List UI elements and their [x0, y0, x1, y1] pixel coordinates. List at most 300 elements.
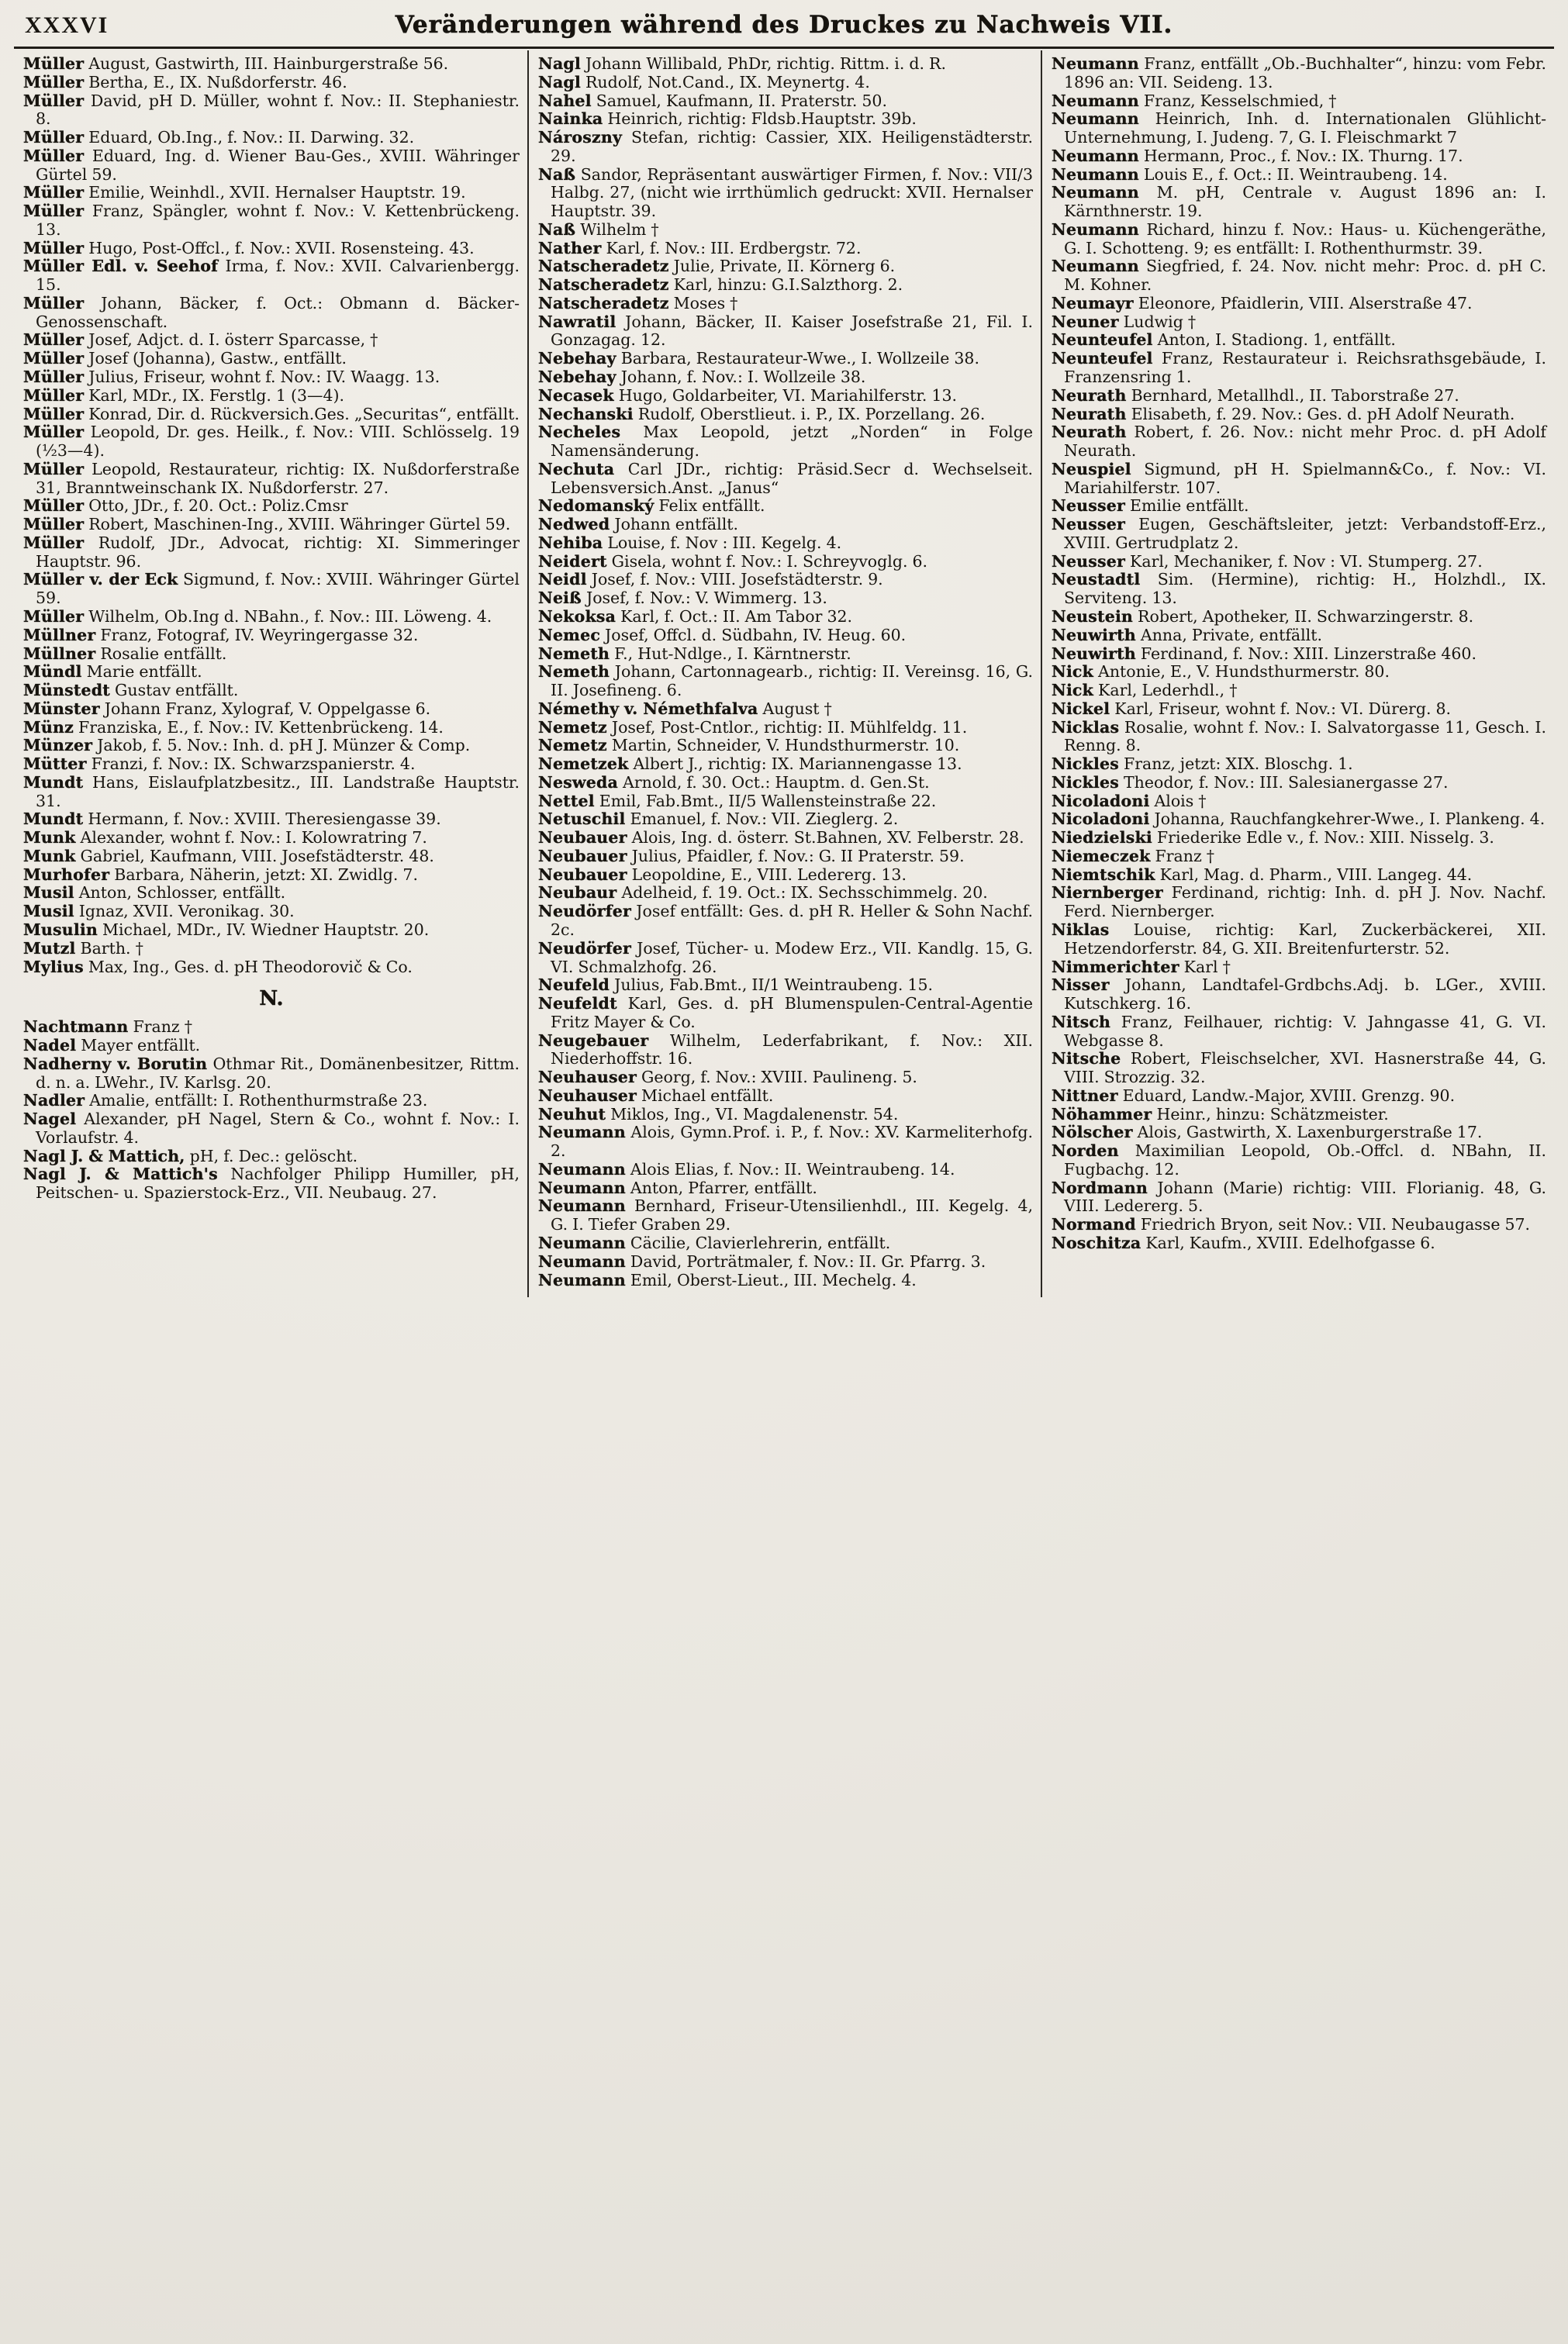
- entry-surname: Niemtschik: [1052, 865, 1155, 884]
- entry-surname: Münstedt: [23, 681, 110, 700]
- entry-surname: Neumann: [538, 1234, 626, 1252]
- entry-surname: Müller: [23, 202, 85, 221]
- directory-entry: Neusser Karl, Mechaniker, f. Nov : VI. Stumperg. 27.: [1052, 551, 1483, 571]
- directory-entry: Nölscher Alois, Gastwirth, X. Laxenburgerstraße 17.: [1052, 1123, 1483, 1142]
- directory-entry: Neumann M. pH, Centrale v. August 1896 an: I. Kärnthnerstr. 19.: [1052, 183, 1546, 221]
- entry-surname: Neuner: [1052, 312, 1119, 331]
- directory-entry: Müller v. der Eck Sigmund, f. Nov.: XVIII. Währinger Gürtel 59.: [23, 570, 520, 608]
- entry-surname: Naß: [538, 164, 576, 184]
- entry-surname: Müller: [23, 293, 85, 312]
- directory-entry: Neubauer Julius, Pfaidler, f. Nov.: G. II Praterstr. 59.: [538, 846, 965, 865]
- directory-entry: Natscheradetz Karl, hinzu: G.I.Salzthorg. 2.: [538, 275, 903, 295]
- entry-surname: Neusser: [1052, 496, 1126, 516]
- directory-entry: Neuwirth Ferdinand, f. Nov.: XIII. Linzerstraße 460.: [1052, 644, 1476, 663]
- entry-surname: Müller: [23, 404, 85, 423]
- entry-surname: Nittner: [1052, 1086, 1118, 1105]
- directory-entry: Müller Rudolf, JDr., Advocat, richtig: XI. Simmeringer Hauptstr. 96.: [23, 533, 520, 571]
- directory-entry: Nechuta Carl JDr., richtig: Präsid.Secr d. Wechselseit. Lebensversich.Anst. „Janus“: [538, 459, 1033, 497]
- directory-entry: Nöhammer Heinr., hinzu: Schätzmeister.: [1052, 1104, 1389, 1124]
- directory-entry: Münster Johann Franz, Xylograf, V. Oppelgasse 6.: [23, 699, 431, 718]
- entry-surname: Neumann: [1052, 54, 1139, 73]
- entry-surname: Müller v. der Eck: [23, 570, 178, 589]
- directory-entry: Nahel Samuel, Kaufmann, II. Praterstr. 50.: [538, 91, 887, 110]
- directory-entry: Nadler Amalie, entfällt: I. Rothenthurmstraße 23.: [23, 1091, 428, 1110]
- entry-surname: Neufeldt: [538, 994, 617, 1013]
- entry-surname: Müller: [23, 385, 85, 405]
- entry-surname: Neumann: [1052, 219, 1139, 239]
- entry-surname: Müller: [23, 423, 85, 442]
- entry-surname: Neurath: [1052, 404, 1127, 423]
- entry-surname: Nemetz: [538, 736, 607, 755]
- directory-entry: Neurath Elisabeth, f. 29. Nov.: Ges. d. pH Adolf Neurath.: [1052, 404, 1515, 423]
- entry-surname: Neubauer: [538, 865, 627, 884]
- entry-surname: Nemeth: [538, 662, 610, 682]
- entry-surname: Neumann: [538, 1251, 626, 1271]
- directory-entry: Nicoladoni Alois †: [1052, 791, 1207, 810]
- directory-entry: Mütter Franzi, f. Nov.: IX. Schwarzspanierstr. 4.: [23, 754, 416, 774]
- entry-surname: Neubaur: [538, 883, 617, 903]
- entry-surname: Nickles: [1052, 754, 1119, 774]
- directory-entry: Netuschil Emanuel, f. Nov.: VII. Zieglerg. 2.: [538, 810, 899, 829]
- entry-surname: Neunteufel: [1052, 330, 1153, 350]
- directory-entry: Nick Karl, Lederhdl., †: [1052, 681, 1238, 700]
- directory-entry: Neusser Eugen, Geschäftsleiter, jetzt: Verbandstoff-Erz., XVIII. Gertrudplatz 2.: [1052, 515, 1546, 552]
- entry-surname: Müller: [23, 183, 85, 202]
- entry-surname: Norden: [1052, 1141, 1119, 1161]
- entry-surname: Neugebauer: [538, 1030, 649, 1050]
- directory-entry: Neumann Siegfried, f. 24. Nov. nicht mehr: Proc. d. pH C. M. Kohner.: [1052, 257, 1546, 295]
- directory-entry: Musil Ignaz, XVII. Veronikag. 30.: [23, 902, 295, 921]
- entry-surname: Natscheradetz: [538, 275, 669, 295]
- directory-entry: Nagl Johann Willibald, PhDr, richtig. Rittm. i. d. R.: [538, 54, 947, 73]
- entry-surname: Necheles: [538, 423, 621, 442]
- directory-entry: Müller Julius, Friseur, wohnt f. Nov.: IV. Waagg. 13.: [23, 368, 440, 387]
- entry-surname: Nahel: [538, 91, 592, 110]
- entry-surname: Neurath: [1052, 423, 1127, 442]
- directory-entry: Nagl Rudolf, Not.Cand., IX. Meynertg. 4.: [538, 72, 870, 91]
- entry-surname: Müller: [23, 349, 85, 368]
- directory-entry: Neiß Josef, f. Nov.: V. Wimmerg. 13.: [538, 589, 827, 608]
- directory-entry: Müller Emilie, Weinhdl., XVII. Hernalser Hauptstr. 19.: [23, 183, 466, 202]
- entry-surname: Nebehay: [538, 368, 616, 387]
- directory-entry: Neidl Josef, f. Nov.: VIII. Josefstädterstr. 9.: [538, 570, 883, 589]
- directory-entry: Munk Alexander, wohnt f. Nov.: I. Kolowratring 7.: [23, 828, 427, 847]
- entry-surname: Mundt: [23, 772, 84, 792]
- directory-entry: Müller Hugo, Post-Offcl., f. Nov.: XVII. Rosensteing. 43.: [23, 238, 475, 257]
- directory-entry: Neumann Cäcilie, Clavierlehrerin, entfällt.: [538, 1234, 891, 1252]
- directory-entry: Nachtmann Franz †: [23, 1017, 193, 1037]
- entry-surname: Neumann: [538, 1196, 626, 1216]
- directory-entry: Neumann Anton, Pfarrer, entfällt.: [538, 1178, 817, 1197]
- directory-entry: Neunteufel Anton, I. Stadiong. 1, entfällt.: [1052, 330, 1396, 350]
- entry-surname: Müller: [23, 496, 85, 516]
- directory-entry: Nebehay Barbara, Restaurateur-Wwe., I. Wollzeile 38.: [538, 349, 979, 368]
- entry-surname: Nicoladoni: [1052, 810, 1150, 829]
- entry-surname: Nemec: [538, 625, 600, 644]
- entry-surname: Nemeth: [538, 644, 610, 663]
- entry-surname: Neubauer: [538, 846, 627, 865]
- entry-surname: Müller Edl. v. Seehof: [23, 257, 219, 276]
- entry-surname: Neumann: [1052, 183, 1139, 202]
- directory-entry: Nesweda Arnold, f. 30. Oct.: Hauptm. d. Gen.St.: [538, 772, 930, 792]
- directory-entry: Niemtschik Karl, Mag. d. Pharm., VIII. Langeg. 44.: [1052, 865, 1473, 884]
- entry-surname: Nemetz: [538, 717, 607, 737]
- entry-surname: Natscheradetz: [538, 257, 669, 276]
- directory-entry: Neunteufel Franz, Restaurateur i. Reichsrathsgebäude, I. Franzensring 1.: [1052, 349, 1546, 387]
- entry-surname: Nechanski: [538, 404, 634, 423]
- entry-surname: Nagl J. & Mattich,: [23, 1146, 185, 1165]
- entry-surname: Munk: [23, 828, 76, 847]
- directory-entry: Müller Edl. v. Seehof Irma, f. Nov.: XVII. Calvarienbergg. 15.: [23, 257, 520, 295]
- entry-surname: Neudörfer: [538, 938, 631, 958]
- entry-surname: Nettel: [538, 791, 595, 810]
- directory-entry: Nainka Heinrich, richtig: Fldsb.Hauptstr. 39b.: [538, 109, 917, 129]
- directory-entry: Nettel Emil, Fab.Bmt., II/5 Wallensteinstraße 22.: [538, 791, 937, 810]
- entry-surname: Nedwed: [538, 515, 610, 534]
- entry-surname: Murhofer: [23, 865, 110, 884]
- entry-surname: Munk: [23, 846, 76, 865]
- directory-entry: Nekoksa Karl, f. Oct.: II. Am Tabor 32.: [538, 606, 853, 626]
- entry-surname: Neumann: [1052, 164, 1139, 184]
- directory-entry: Neumann Richard, hinzu f. Nov.: Haus- u. Küchengeräthe, G. I. Schotteng. 9; es entfällt: I. Rothenthurmstr. 39.: [1052, 219, 1546, 257]
- directory-entry: Müllner Rosalie entfällt.: [23, 644, 227, 663]
- directory-entry: Niemeczek Franz †: [1052, 846, 1215, 865]
- directory-entry: Naß Sandor, Repräsentant auswärtiger Firmen, f. Nov.: VII/3 Halbg. 27, (nicht wie irrthümlich gedruckt: XVII. Hernalser Hauptstr. 39.: [538, 164, 1033, 221]
- directory-entry: Nemetz Josef, Post-Cntlor., richtig: II. Mühlfeldg. 11.: [538, 717, 968, 737]
- entry-surname: Nechuta: [538, 459, 615, 478]
- directory-entry: Neumann Bernhard, Friseur-Utensilienhdl., III. Kegelg. 4, G. I. Tiefer Graben 29.: [538, 1196, 1033, 1234]
- entry-surname: Neuhauser: [538, 1068, 637, 1087]
- directory-entry: Neumayr Eleonore, Pfaidlerin, VIII. Alserstraße 47.: [1052, 293, 1473, 312]
- entry-surname: Neiß: [538, 589, 582, 608]
- directory-entry: Nemetzek Albert J., richtig: IX. Mariannengasse 13.: [538, 754, 962, 774]
- directory-entry: Nechanski Rudolf, Oberstlieut. i. P., IX. Porzellang. 26.: [538, 404, 986, 423]
- entry-surname: Niklas: [1052, 920, 1110, 939]
- directory-entry: Neurath Robert, f. 26. Nov.: nicht mehr Proc. d. pH Adolf Neurath.: [1052, 423, 1546, 461]
- entry-surname: Nagl: [538, 72, 581, 91]
- entry-surname: Neumann: [538, 1270, 626, 1289]
- directory-entry: Neumann Alois, Gymn.Prof. i. P., f. Nov.: XV. Karmeliterhofg. 2.: [538, 1123, 1033, 1161]
- directory-entry: Müller Leopold, Restaurateur, richtig: IX. Nußdorferstraße 31, Branntweinschank IX. Nußdorferstr. 27.: [23, 459, 520, 497]
- entry-surname: Normand: [1052, 1215, 1136, 1234]
- entry-surname: Nordmann: [1052, 1178, 1148, 1197]
- entry-surname: Nadler: [23, 1091, 85, 1110]
- directory-entry: Niernberger Ferdinand, richtig: Inh. d. pH J. Nov. Nachf. Ferd. Niernberger.: [1052, 883, 1546, 921]
- directory-entry: Némethy v. Némethfalva August †: [538, 699, 832, 718]
- directory-entry: Necasek Hugo, Goldarbeiter, VI. Mariahilferstr. 13.: [538, 385, 958, 405]
- directory-entry: Nemeth Johann, Cartonnagearb., richtig: II. Vereinsg. 16, G. II. Josefineng. 6.: [538, 662, 1033, 700]
- entry-surname: Mündl: [23, 662, 82, 682]
- directory-entry: Nimmerichter Karl †: [1052, 957, 1231, 976]
- directory-entry: Mündl Marie entfällt.: [23, 662, 202, 682]
- entry-surname: Necasek: [538, 385, 614, 405]
- entry-surname: Niedzielski: [1052, 828, 1152, 847]
- directory-entry: Nemetz Martin, Schneider, V. Hundsthurmerstr. 10.: [538, 736, 960, 755]
- entry-surname: Neuhauser: [538, 1086, 637, 1105]
- entry-surname: Neustadtl: [1052, 570, 1141, 589]
- directory-entry: Niklas Louise, richtig: Karl, Zuckerbäckerei, XII. Hetzendorferstr. 84, G. XII. Breitenfurterstr. 52.: [1052, 920, 1546, 958]
- directory-entry: Neuhauser Michael entfällt.: [538, 1086, 774, 1105]
- directory-entry: Neumann Franz, entfällt „Ob.-Buchhalter“, hinzu: vom Febr. 1896 an: VII. Seideng. 13.: [1052, 54, 1546, 91]
- directory-entry: Müller Robert, Maschinen-Ing., XVIII. Währinger Gürtel 59.: [23, 515, 511, 534]
- directory-entry: Mundt Hans, Eislaufplatzbesitz., III. Landstraße Hauptstr. 31.: [23, 772, 520, 810]
- directory-entry: Nisser Johann, Landtafel-Grdbchs.Adj. b. LGer., XVIII. Kutschkerg. 16.: [1052, 975, 1546, 1013]
- entry-surname: Müller: [23, 54, 85, 73]
- entry-surname: Neidl: [538, 570, 587, 589]
- directory-entry: Nedwed Johann entfällt.: [538, 515, 739, 534]
- entry-surname: Nicklas: [1052, 717, 1120, 737]
- directory-entry: Nicoladoni Johanna, Rauchfangkehrer-Wwe., I. Plankeng. 4.: [1052, 810, 1546, 829]
- entry-surname: Münster: [23, 699, 100, 718]
- directory-entry: Müller Otto, JDr., f. 20. Oct.: Poliz.Cmsr: [23, 496, 348, 516]
- directory-entry: Neumann Hermann, Proc., f. Nov.: IX. Thurng. 17.: [1052, 146, 1463, 165]
- directory-entry: Neubaur Adelheid, f. 19. Oct.: IX. Sechsschimmelg. 20.: [538, 883, 988, 903]
- directory-entry: Nadherny v. Borutin Othmar Rit., Domänenbesitzer, Rittm. d. n. a. LWehr., IV. Karlsg. 20.: [23, 1054, 520, 1092]
- column-2: [527, 50, 1041, 1297]
- entry-surname: Mutzl: [23, 938, 76, 958]
- directory-entry: Neumann Alois Elias, f. Nov.: II. Weintraubeng. 14.: [538, 1159, 955, 1179]
- directory-entry: Neugebauer Wilhelm, Lederfabrikant, f. Nov.: XII. Niederhoffstr. 16.: [538, 1030, 1033, 1068]
- directory-entry: Müller Karl, MDr., IX. Ferstlg. 1 (3—4).: [23, 385, 345, 405]
- directory-entry: Müller Johann, Bäcker, f. Oct.: Obmann d. Bäcker-Genossenschaft.: [23, 293, 520, 331]
- directory-entry: Neumann David, Porträtmaler, f. Nov.: II. Gr. Pfarrg. 3.: [538, 1251, 986, 1271]
- entry-surname: Neusser: [1052, 551, 1126, 571]
- directory-entry: Nagl J. & Mattich, pH, f. Dec.: gelöscht.: [23, 1146, 358, 1165]
- page-title: Veränderungen während des Druckes zu Nachweis VII.: [395, 11, 1173, 39]
- entry-surname: Neumann: [1052, 257, 1139, 276]
- entry-surname: Münzer: [23, 736, 93, 755]
- directory-entry: Neuhut Miklos, Ing., VI. Magdalenenstr. 54.: [538, 1104, 899, 1124]
- entry-surname: Niemeczek: [1052, 846, 1151, 865]
- directory-entry: Nedomanský Felix entfällt.: [538, 496, 765, 516]
- directory-entry: Nagel Alexander, pH Nagel, Stern & Co., wohnt f. Nov.: I. Vorlaufstr. 4.: [23, 1110, 520, 1147]
- directory-entry: Neubauer Leopoldine, E., VIII. Ledererg. 13.: [538, 865, 907, 884]
- entry-surname: Müller: [23, 72, 85, 91]
- directory-entry: Munk Gabriel, Kaufmann, VIII. Josefstädterstr. 48.: [23, 846, 434, 865]
- directory-entry: Müllner Franz, Fotograf, IV. Weyringergasse 32.: [23, 625, 419, 644]
- entry-surname: Neumann: [538, 1159, 626, 1179]
- entry-surname: Neuwirth: [1052, 644, 1136, 663]
- directory-entry: Nickles Franz, jetzt: XIX. Bloschg. 1.: [1052, 754, 1353, 774]
- directory-entry: Nordmann Johann (Marie) richtig: VIII. Florianig. 48, G. VIII. Ledererg. 5.: [1052, 1178, 1546, 1216]
- entry-surname: Nároszny: [538, 128, 623, 147]
- directory-entry: Mutzl Barth. †: [23, 938, 143, 958]
- entry-surname: Neuhut: [538, 1104, 606, 1124]
- directory-entry: Naß Wilhelm †: [538, 219, 659, 239]
- directory-entry: Nároszny Stefan, richtig: Cassier, XIX. Heiligenstädterstr. 29.: [538, 128, 1033, 165]
- entry-surname: Nagel: [23, 1110, 77, 1129]
- directory-entry: Müller Eduard, Ing. d. Wiener Bau-Ges., XVIII. Währinger Gürtel 59.: [23, 146, 520, 184]
- entry-surname: Nesweda: [538, 772, 619, 792]
- entry-surname: Nick: [1052, 662, 1094, 682]
- directory-entry: Niedzielski Friederike Edle v., f. Nov.: XIII. Nisselg. 3.: [1052, 828, 1494, 847]
- entry-surname: Neurath: [1052, 385, 1127, 405]
- entry-surname: Musil: [23, 883, 74, 903]
- directory-entry: Neidert Gisela, wohnt f. Nov.: I. Schreyvoglg. 6.: [538, 551, 928, 571]
- entry-surname: Nawratil: [538, 312, 616, 331]
- directory-entry: Münzer Jakob, f. 5. Nov.: Inh. d. pH J. Münzer & Comp.: [23, 736, 471, 755]
- directory-entry: Neustein Robert, Apotheker, II. Schwarzingerstr. 8.: [1052, 606, 1474, 626]
- entry-surname: Müllner: [23, 644, 96, 663]
- entry-surname: Mütter: [23, 754, 87, 774]
- entry-surname: Neuwirth: [1052, 625, 1136, 644]
- directory-entry: Neurath Bernhard, Metallhdl., II. Taborstraße 27.: [1052, 385, 1459, 405]
- directory-entry: Müller Franz, Spängler, wohnt f. Nov.: V. Kettenbrückeng. 13.: [23, 202, 520, 239]
- directory-entry: Müller Leopold, Dr. ges. Heilk., f. Nov.: VIII. Schlösselg. 19 (½3—4).: [23, 423, 520, 461]
- directory-entry: Nemec Josef, Offcl. d. Südbahn, IV. Heug. 60.: [538, 625, 907, 644]
- entry-surname: Nick: [1052, 681, 1094, 700]
- directory-entry: Neusser Emilie entfällt.: [1052, 496, 1249, 516]
- entry-surname: Musulin: [23, 920, 98, 939]
- entry-surname: Neusser: [1052, 515, 1126, 534]
- directory-entry: Neuner Ludwig †: [1052, 312, 1197, 331]
- entry-surname: Netuschil: [538, 810, 626, 829]
- entry-surname: Neufeld: [538, 975, 610, 995]
- entry-surname: Nitsche: [1052, 1049, 1121, 1068]
- directory-entry: Neustadtl Sim. (Hermine), richtig: H., Holzhdl., IX. Serviteng. 13.: [1052, 570, 1546, 608]
- columns-container: [14, 50, 1554, 1297]
- entry-surname: Neumayr: [1052, 293, 1134, 312]
- entry-surname: Müller: [23, 238, 85, 257]
- directory-entry: Noschitza Karl, Kaufm., XVIII. Edelhofgasse 6.: [1052, 1234, 1435, 1252]
- page-header: [14, 8, 1554, 43]
- entry-surname: Müller: [23, 606, 85, 626]
- directory-entry: Neumann Emil, Oberst-Lieut., III. Mechelg. 4.: [538, 1270, 917, 1289]
- entry-surname: Neidert: [538, 551, 607, 571]
- directory-entry: Nemeth F., Hut-Ndlge., I. Kärntnerstr.: [538, 644, 851, 663]
- directory-entry: Mundt Hermann, f. Nov.: XVIII. Theresiengasse 39.: [23, 810, 441, 829]
- entry-surname: Nather: [538, 238, 602, 257]
- entry-surname: Müller: [23, 459, 85, 478]
- entry-surname: Nickles: [1052, 772, 1119, 792]
- entry-surname: Nadherny v. Borutin: [23, 1054, 208, 1073]
- entry-surname: Nicoladoni: [1052, 791, 1150, 810]
- entry-surname: Müller: [23, 533, 85, 552]
- directory-entry: Mylius Max, Ing., Ges. d. pH Theodorovič & Co.: [23, 957, 413, 976]
- column-1: [14, 50, 527, 1297]
- entry-surname: Neumann: [538, 1178, 626, 1197]
- directory-entry: Nittner Eduard, Landw.-Major, XVIII. Grenzg. 90.: [1052, 1086, 1456, 1105]
- directory-entry: Neufeldt Karl, Ges. d. pH Blumenspulen-Central-Agentie Fritz Mayer & Co.: [538, 994, 1033, 1031]
- directory-entry: Nickel Karl, Friseur, wohnt f. Nov.: VI. Dürerg. 8.: [1052, 699, 1452, 718]
- entry-surname: Natscheradetz: [538, 293, 669, 312]
- entry-surname: Müller: [23, 330, 85, 350]
- directory-entry: Nebehay Johann, f. Nov.: I. Wollzeile 38.: [538, 368, 866, 387]
- entry-surname: Neuspiel: [1052, 459, 1131, 478]
- entry-surname: Nebehay: [538, 349, 616, 368]
- directory-entry: Neuhauser Georg, f. Nov.: XVIII. Paulineng. 5.: [538, 1068, 917, 1087]
- entry-surname: Müller: [23, 146, 85, 165]
- directory-entry: Normand Friedrich Bryon, seit Nov.: VII. Neubaugasse 57.: [1052, 1215, 1531, 1234]
- entry-surname: Neustein: [1052, 606, 1134, 626]
- entry-surname: Nehiba: [538, 533, 603, 552]
- directory-entry: Nickles Theodor, f. Nov.: III. Salesianergasse 27.: [1052, 772, 1449, 792]
- directory-entry: Neumann Heinrich, Inh. d. Internationalen Glühlicht-Unternehmung, I. Judeng. 7, G. I. Fleischmarkt 7: [1052, 109, 1546, 147]
- entry-surname: Müller: [23, 515, 85, 534]
- directory-entry: Müller Josef, Adjct. d. I. österr Sparcasse, †: [23, 330, 378, 350]
- directory-entry: Nather Karl, f. Nov.: III. Erdbergstr. 72.: [538, 238, 862, 257]
- directory-entry: Neudörfer Josef, Tücher- u. Modew Erz., VII. Kandlg. 15, G. VI. Schmalzhofg. 26.: [538, 938, 1033, 976]
- directory-entry: Murhofer Barbara, Näherin, jetzt: XI. Zwidlg. 7.: [23, 865, 418, 884]
- directory-entry: Nick Antonie, E., V. Hundsthurmerstr. 80.: [1052, 662, 1390, 682]
- entry-surname: Naß: [538, 219, 576, 239]
- entry-surname: Nöhammer: [1052, 1104, 1152, 1124]
- directory-entry: Necheles Max Leopold, jetzt „Norden“ in Folge Namensänderung.: [538, 423, 1033, 461]
- directory-entry: Nagl J. & Mattich's Nachfolger Philipp Humiller, pH, Peitschen- u. Spazierstock-Erz., VII. Neubaug. 27.: [23, 1165, 520, 1203]
- entry-surname: Neubauer: [538, 828, 627, 847]
- directory-entry: Norden Maximilian Leopold, Ob.-Offcl. d. NBahn, II. Fugbachg. 12.: [1052, 1141, 1546, 1179]
- entry-surname: Nimmerichter: [1052, 957, 1179, 976]
- entry-surname: Nadel: [23, 1036, 77, 1055]
- directory-entry: Müller Bertha, E., IX. Nußdorferstr. 46.: [23, 72, 347, 91]
- entry-surname: Nölscher: [1052, 1123, 1133, 1142]
- entry-surname: Neumann: [1052, 91, 1139, 110]
- entry-surname: Müller: [23, 368, 85, 387]
- directory-entry: Münstedt Gustav entfällt.: [23, 681, 239, 700]
- directory-entry: Nehiba Louise, f. Nov : III. Kegelg. 4.: [538, 533, 842, 552]
- entry-surname: Musil: [23, 902, 74, 921]
- directory-entry: Natscheradetz Julie, Private, II. Körnerg 6.: [538, 257, 896, 276]
- directory-entry: Münz Franziska, E., f. Nov.: IV. Kettenbrückeng. 14.: [23, 717, 444, 737]
- directory-entry: Neuspiel Sigmund, pH H. Spielmann&Co., f. Nov.: VI. Mariahilferstr. 107.: [1052, 459, 1546, 497]
- entry-surname: Nagl: [538, 54, 581, 73]
- entry-surname: Neumann: [538, 1123, 626, 1142]
- entry-surname: Neunteufel: [1052, 349, 1153, 368]
- directory-entry: Neudörfer Josef entfällt: Ges. d. pH R. Heller & Sohn Nachf. 2c.: [538, 902, 1033, 939]
- column-3: [1041, 50, 1554, 1297]
- directory-entry: Müller August, Gastwirth, III. Hainburgerstraße 56.: [23, 54, 449, 73]
- entry-surname: Müller: [23, 128, 85, 147]
- entry-surname: Müller: [23, 91, 85, 110]
- directory-entry: Müller Konrad, Dir. d. Rückversich.Ges. „Securitas“, entfällt.: [23, 404, 520, 423]
- entry-surname: Nisser: [1052, 975, 1110, 995]
- directory-entry: Müller Josef (Johanna), Gastw., entfällt.: [23, 349, 347, 368]
- directory-entry: Neubauer Alois, Ing. d. österr. St.Bahnen, XV. Felberstr. 28.: [538, 828, 1024, 847]
- entry-surname: Nitsch: [1052, 1012, 1111, 1031]
- directory-entry: Neuwirth Anna, Private, entfällt.: [1052, 625, 1322, 644]
- directory-entry: Müller Wilhelm, Ob.Ing d. NBahn., f. Nov.: III. Löweng. 4.: [23, 606, 492, 626]
- entry-surname: Nagl J. & Mattich's: [23, 1165, 218, 1184]
- entry-surname: Nachtmann: [23, 1017, 129, 1037]
- directory-entry: Müller David, pH D. Müller, wohnt f. Nov.: II. Stephaniestr. 8.: [23, 91, 520, 129]
- entry-surname: Noschitza: [1052, 1234, 1141, 1252]
- entry-surname: Némethy v. Némethfalva: [538, 699, 758, 718]
- directory-entry: Nawratil Johann, Bäcker, II. Kaiser Josefstraße 21, Fil. I. Gonzagag. 12.: [538, 312, 1033, 350]
- section-heading: N.: [259, 987, 284, 1011]
- directory-entry: Nicklas Rosalie, wohnt f. Nov.: I. Salvatorgasse 11, Gesch. I. Renng. 8.: [1052, 717, 1546, 755]
- page-number: XXXVI: [25, 12, 109, 38]
- entry-surname: Neumann: [1052, 109, 1139, 129]
- entry-surname: Nemetzek: [538, 754, 629, 774]
- entry-surname: Mylius: [23, 957, 84, 976]
- header-rule: [14, 47, 1554, 49]
- entry-surname: Neumann: [1052, 146, 1139, 165]
- entry-surname: Nekoksa: [538, 606, 616, 626]
- directory-entry: Müller Eduard, Ob.Ing., f. Nov.: II. Darwing. 32.: [23, 128, 415, 147]
- directory-entry: Nitsche Robert, Fleischselcher, XVI. Hasnerstraße 44, G. VIII. Strozzig. 32.: [1052, 1049, 1546, 1087]
- directory-entry: Neufeld Julius, Fab.Bmt., II/1 Weintraubeng. 15.: [538, 975, 933, 995]
- entry-surname: Müllner: [23, 625, 96, 644]
- directory-entry: Nitsch Franz, Feilhauer, richtig: V. Jahngasse 41, G. VI. Webgasse 8.: [1052, 1012, 1546, 1050]
- directory-entry: Neumann Louis E., f. Oct.: II. Weintraubeng. 14.: [1052, 164, 1448, 184]
- directory-entry: Neumann Franz, Kesselschmied, †: [1052, 91, 1337, 110]
- directory-entry: Musil Anton, Schlosser, entfällt.: [23, 883, 286, 903]
- entry-surname: Mundt: [23, 810, 84, 829]
- entry-surname: Nainka: [538, 109, 603, 129]
- directory-entry: Nadel Mayer entfällt.: [23, 1036, 201, 1055]
- entry-surname: Münz: [23, 717, 74, 737]
- entry-surname: Niernberger: [1052, 883, 1163, 903]
